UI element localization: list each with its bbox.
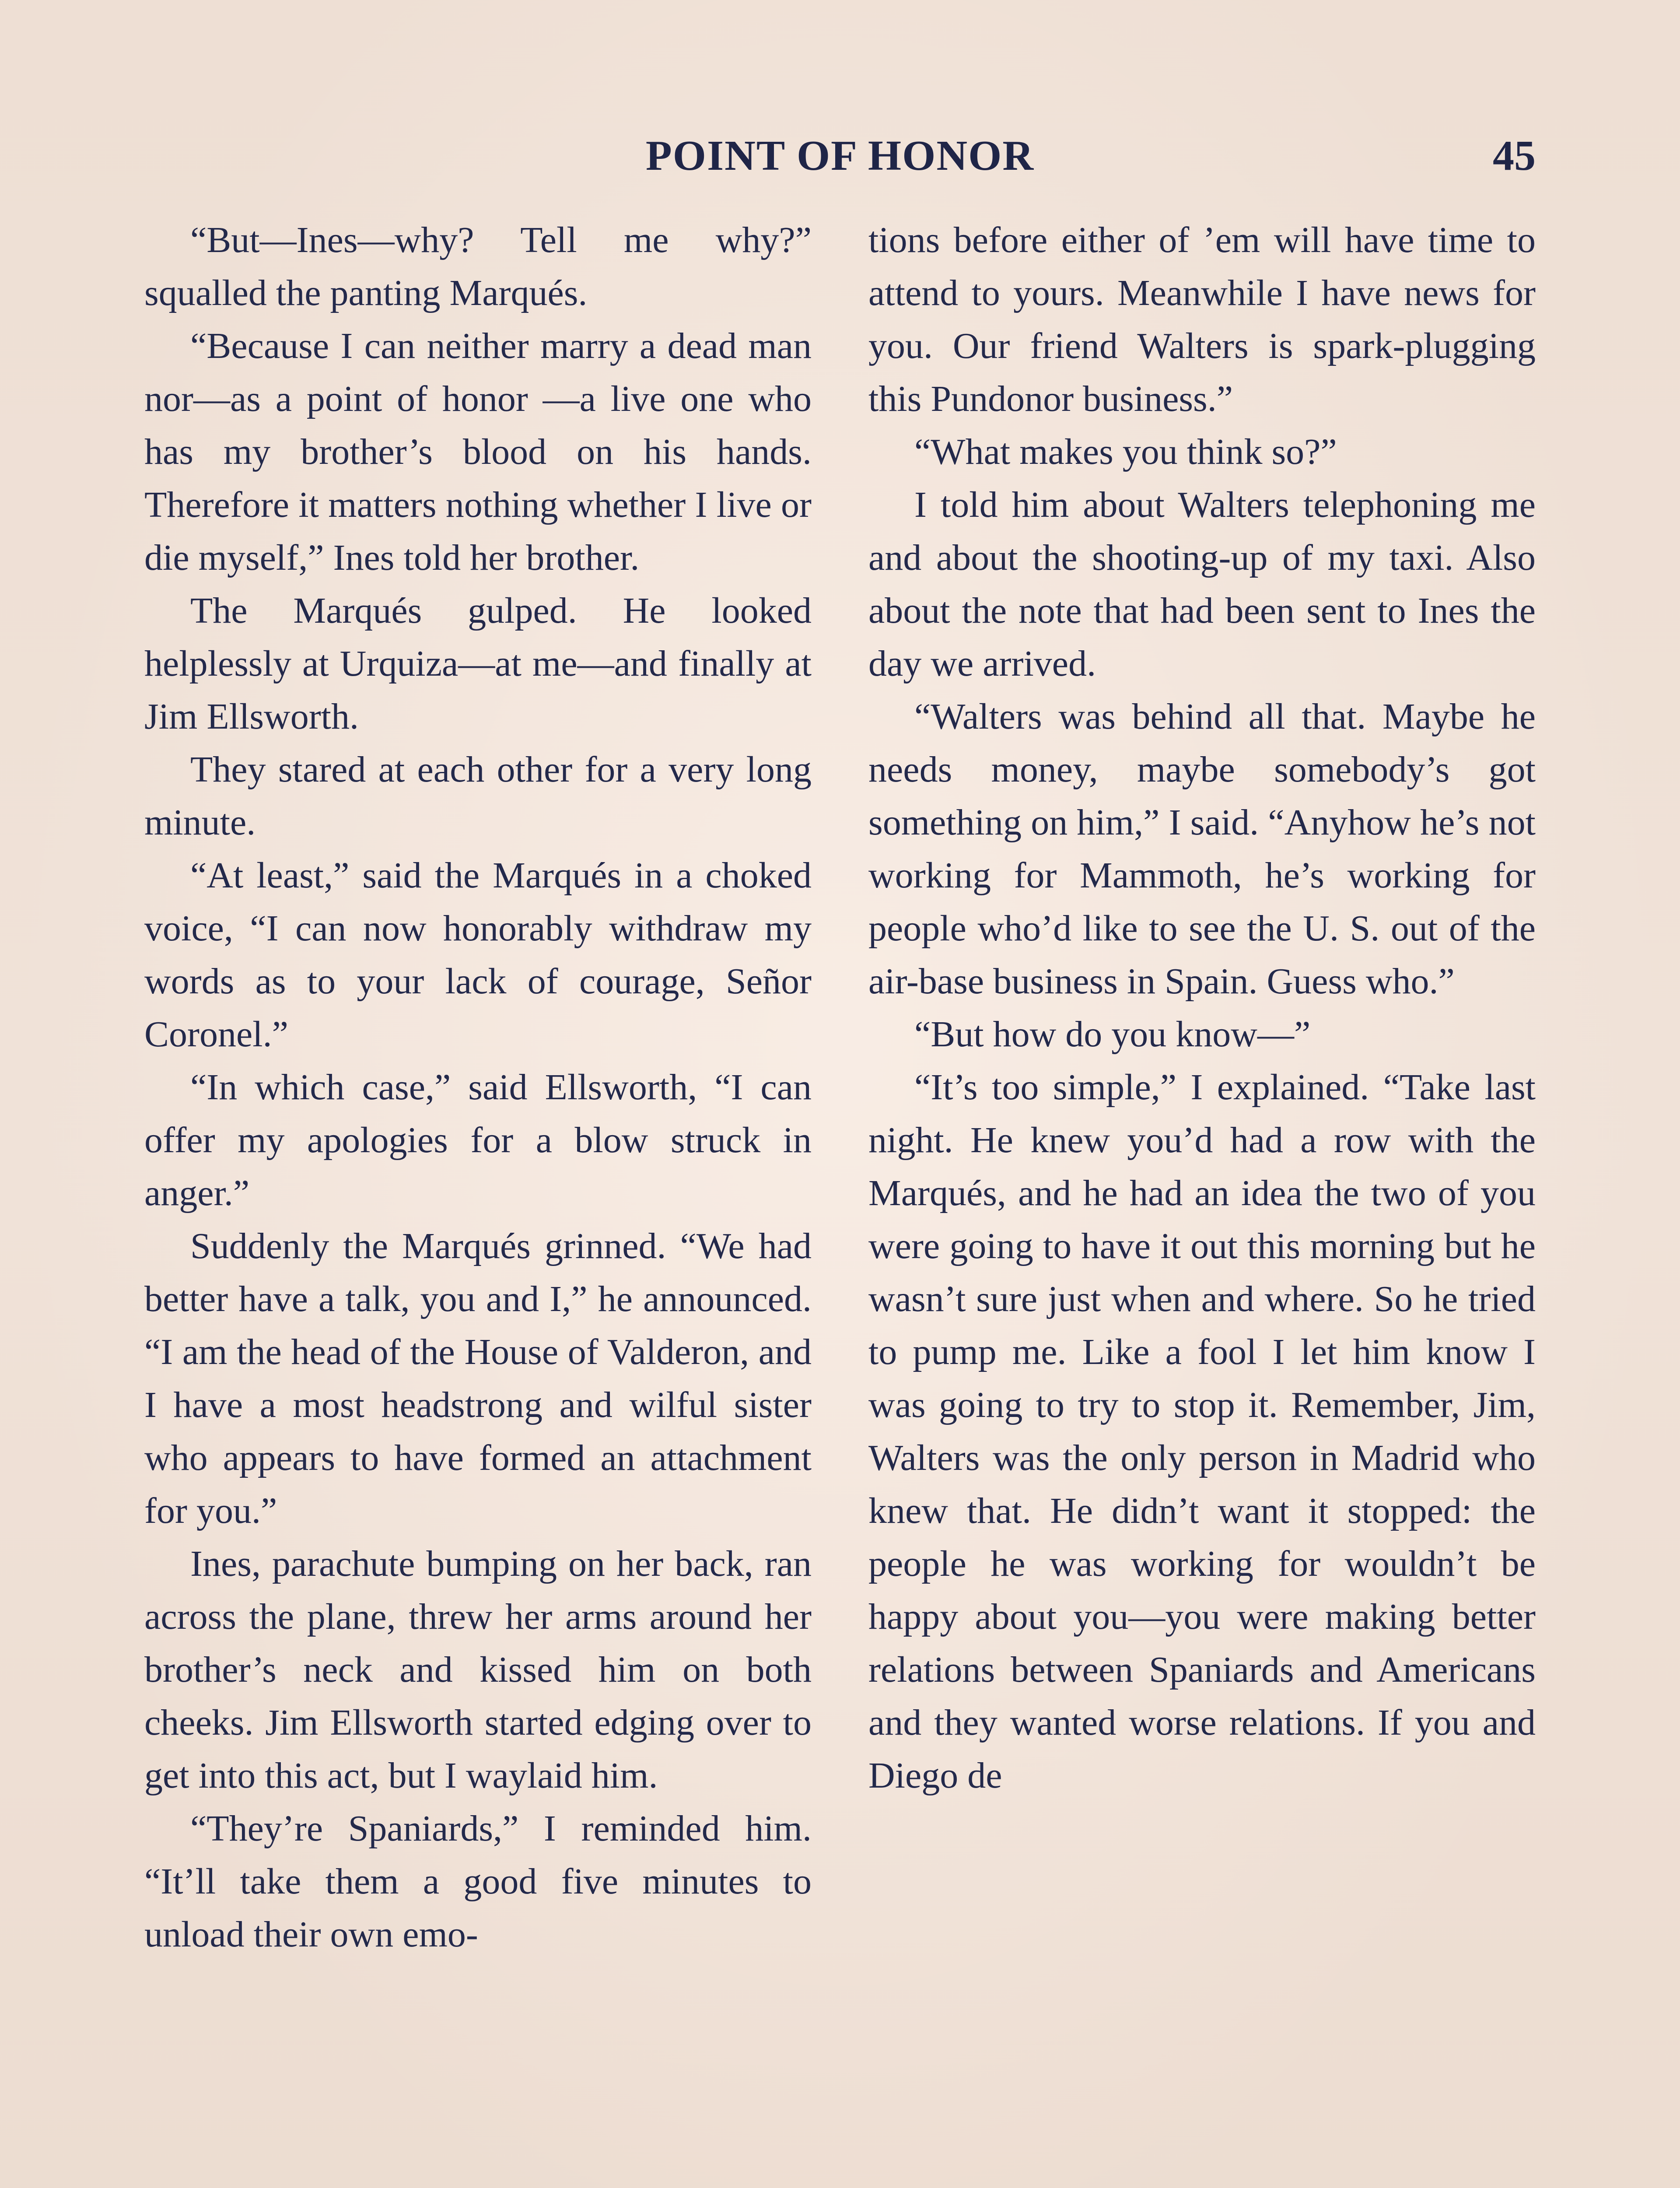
paragraph: Ines, parachute bumping on her back, ran across the plane, threw her arms around her brother’s neck and kissed him on both cheeks. Jim Ellsworth started edging over to get into this act, but I waylaid him.	[144, 1543, 812, 1796]
paragraph: “They’re Spaniards,” I reminded him. “It’ll take them a good five minutes to unload their own emo-	[144, 1808, 812, 1955]
paragraph: “Because I can neither marry a dead man nor—as a point of honor —a live one who has my brother’s blood on his hands. Therefore it matters nothing whether I live or die myself,” Ines told her brother.	[144, 326, 812, 578]
running-title: POINT OF HONOR	[645, 132, 1035, 179]
paragraph: “It’s too simple,” I explained. “Take last night. He knew you’d had a row with the Marqués, and he had an idea the two of you were going to have it out this morning but he wasn’t sure just when and where. So he tried to pump me. Like a fool I let him know I was going to try to stop it. Remember, Jim, Walters was the only person in Madrid who knew that. He didn’t want it stopped: the people he was working for wouldn’t be happy about you—you were making better relations between Spaniards and Americans and they wanted worse relations. If you and Diego de	[868, 1067, 1536, 1796]
paragraph: “But—Ines—why? Tell me why?” squalled the panting Marqués.	[144, 220, 812, 313]
paragraph: “But how do you know—”	[914, 1014, 1311, 1055]
continued-paragraph: tions before either of ’em will have time to attend to yours. Meanwhile I have news for you. Our friend Walters is spark-plugging this Pundonor business.”	[868, 220, 1536, 419]
paragraph: I told him about Walters telephoning me and about the shooting-up of my taxi. Also about the note that had been sent to Ines the day we arrived.	[868, 484, 1536, 684]
paragraph: “At least,” said the Marqués in a choked voice, “I can now honorably withdraw my words as to your lack of courage, Señor Coronel.”	[144, 855, 812, 1055]
paragraph: Suddenly the Marqués grinned. “We had better have a talk, you and I,” he announced. “I am the head of the House of Valderon, and I have a most headstrong and wilful sister who appears to have formed an attachment for you.”	[144, 1226, 812, 1531]
paragraph: They stared at each other for a very long minute.	[144, 749, 812, 843]
paragraph: The Marqués gulped. He looked helplessly at Urquiza—at me—and finally at Jim Ellsworth.	[144, 590, 812, 737]
page-number: 45	[1493, 132, 1536, 179]
left-text-column	[144, 214, 812, 1961]
paragraph: “Walters was behind all that. Maybe he needs money, maybe somebody’s got something on him,” I said. “Anyhow he’s not working for Mammoth, he’s working for people who’d like to see the U. S. out of the air-base business in Spain. Guess who.”	[868, 696, 1536, 1002]
right-text-column	[868, 214, 1536, 1802]
page-header	[144, 131, 1536, 188]
paragraph: “What makes you think so?”	[914, 431, 1337, 472]
paragraph: “In which case,” said Ellsworth, “I can offer my apologies for a blow struck in anger.”	[144, 1067, 812, 1213]
